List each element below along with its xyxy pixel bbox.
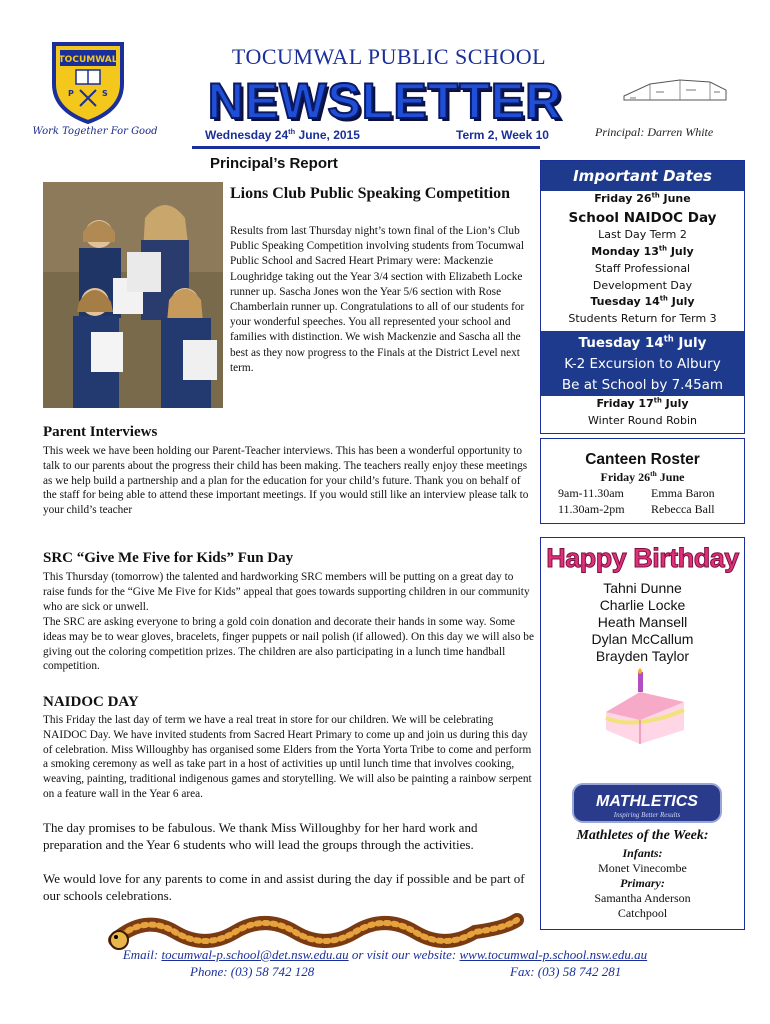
mathletes-primary-name-1: Samantha Anderson bbox=[594, 891, 691, 905]
mathletics-tagline: Inspiring Better Results bbox=[613, 811, 681, 819]
term-week: Term 2, Week 10 bbox=[456, 128, 549, 142]
src-body-1: This Thursday (tomorrow) the talented and hardworking SRC members will be putting on a great day to raise funds for the “Give Me Five for Kids” appeal that goes towards supporting children in our community who are sick or unwell. bbox=[43, 571, 530, 613]
school-name: TOCUMWAL PUBLIC SCHOOL bbox=[231, 44, 547, 69]
newsletter-masthead: NEWSLETTER bbox=[207, 73, 563, 129]
canteen-time-1: 9am-11.30am bbox=[558, 486, 624, 500]
event-1-detail: Last Day Term 2 bbox=[598, 228, 687, 241]
lions-club-title: Lions Club Public Speaking Competition bbox=[230, 185, 511, 202]
date-4-day: Tuesday 14 bbox=[578, 335, 664, 351]
school-building-sketch bbox=[620, 66, 730, 106]
school-motto: Work Together For Good bbox=[32, 126, 158, 137]
date-5-month: July bbox=[661, 397, 689, 410]
naidoc-body-3: We would love for any parents to come in and assist during the day if possible and be part of our schools celebrations. bbox=[43, 871, 525, 903]
event-2-line-1: Staff Professional bbox=[594, 262, 691, 275]
birthday-cake-icon bbox=[600, 668, 690, 748]
date-4-sup: th bbox=[663, 333, 674, 344]
date-1-month: June bbox=[659, 192, 691, 205]
mathletics-logo-text: MATHLETICS bbox=[596, 793, 698, 810]
footer-email-label: Email: bbox=[122, 947, 162, 962]
date-1-sup: th bbox=[651, 191, 660, 200]
date-3-day: Tuesday 14 bbox=[590, 295, 660, 308]
mathletes-infants-name: Monet Vinecombe bbox=[598, 861, 687, 875]
school-crest-logo bbox=[50, 40, 126, 124]
date-2 bbox=[540, 245, 745, 258]
date-5-sup: th bbox=[653, 396, 662, 405]
birthday-name-2: Charlie Locke bbox=[599, 597, 686, 613]
important-dates-heading: Important Dates bbox=[541, 161, 744, 191]
issue-date-sup: th bbox=[288, 127, 296, 136]
issue-date-day: Wednesday 24 bbox=[205, 128, 289, 142]
header-divider bbox=[192, 146, 540, 149]
date-1 bbox=[540, 192, 745, 205]
crest-text: TOCUMWAL bbox=[58, 55, 118, 65]
date-2-day: Monday 13 bbox=[591, 245, 659, 258]
canteen-name-2: Rebecca Ball bbox=[651, 502, 715, 516]
src-body-2: The SRC are asking everyone to bring a gold coin donation and decorate their hands in some way. Some ideas may be to wear gloves, bracelets, finger puppets or nail polish (if allowed). On this day we will also be giving out the coloring competition prizes. The children are also participating in a lunch time handball competition. bbox=[43, 616, 534, 673]
issue-date bbox=[205, 128, 360, 142]
date-3-month: July bbox=[667, 295, 695, 308]
event-4-line-1: K-2 Excursion to Albury bbox=[564, 356, 721, 372]
mathletes-heading: Mathletes of the Week: bbox=[576, 828, 709, 843]
mathletes-primary-label: Primary: bbox=[620, 876, 665, 890]
footer-email-link[interactable]: tocumwal-p.school@det.nsw.edu.au bbox=[161, 947, 349, 962]
src-heading: SRC “Give Me Five for Kids” Fun Day bbox=[43, 550, 294, 566]
date-1-day: Friday 26 bbox=[594, 192, 652, 205]
birthday-name-3: Heath Mansell bbox=[597, 614, 688, 630]
principals-report-heading: Principal’s Report bbox=[210, 155, 338, 172]
mathletes-infants-label: Infants: bbox=[622, 846, 663, 860]
students-photo bbox=[43, 182, 223, 408]
date-2-month: July bbox=[667, 245, 694, 258]
date-5-day: Friday 17 bbox=[596, 397, 654, 410]
canteen-name-1: Emma Baron bbox=[651, 486, 715, 500]
date-2-sup: th bbox=[658, 244, 667, 253]
event-4-line-2: Be at School by 7.45am bbox=[561, 377, 724, 393]
rainbow-serpent-image bbox=[105, 910, 525, 952]
canteen-time-2: 11.30am-2pm bbox=[558, 502, 625, 516]
footer-contact-line bbox=[0, 947, 770, 963]
naidoc-heading: NAIDOC DAY bbox=[43, 694, 139, 710]
naidoc-body-2: The day promises to be fabulous. We thank Miss Willoughby for her hard work and preparation and the Year 6 students who will lead the groups through the activities. bbox=[43, 820, 478, 852]
date-5 bbox=[540, 397, 745, 410]
event-3: Students Return for Term 3 bbox=[568, 312, 717, 325]
birthday-name-1: Tahni Dunne bbox=[603, 580, 682, 596]
canteen-roster-heading: Canteen Roster bbox=[585, 451, 700, 468]
canteen-date-day: Friday 26 bbox=[600, 470, 651, 484]
event-5: Winter Round Robin bbox=[588, 414, 697, 427]
canteen-date-month: June bbox=[656, 470, 685, 484]
parent-interviews-body: This week we have been holding our Parent-Teacher interviews. This has been a wonderful opportunity to talk to our parents about the progress their child has been making. The teachers really enjoy these meetings as we help build a partnership and a plan for the education for your child’s future. Thank you on behalf of the staff for being able to attend these important meetings. If you would still like an interview please talk to your child’s teacher bbox=[43, 445, 529, 517]
lions-club-body: Results from last Thursday night’s town final of the Lion’s Club Public Speaking Competition involving students from Tocumwal Public School and Sacred Heart Primary were: Mackenzie Loughridge taking out the Year 3/4 section with Elizabeth Locke runner up. Sascha Jones won the Year 5/6 section with Rose Chamberlain runner up. Congratulations to all of our students for your wonderful speeches. You all represented your school and families with distinction. We wish Mackenzie and Sascha all the best as they now progress to the Finals at the District Level next term. bbox=[230, 225, 525, 374]
happy-birthday-heading: Happy Birthday bbox=[546, 543, 739, 573]
canteen-date-sup: th bbox=[650, 469, 657, 478]
date-3 bbox=[540, 295, 745, 308]
naidoc-body-1: This Friday the last day of term we have a real treat in store for our children. We will be celebrating NAIDOC Day. We have invited students from Sacred Heart Primary to come up and join us during this day of celebration. Miss Willoughby has organised some Elders from the Yorta Yorta Tribe to come and perform a smoking ceremony as well as take part in a host of activities up until lunch time that involves cooking, weaving, painting, traditional indigenous games and storytelling. We will also be painting a rainbow serpent on a feature wall in the Year 6 area. bbox=[43, 714, 532, 800]
date-4 bbox=[540, 335, 745, 351]
parent-interviews-heading: Parent Interviews bbox=[43, 424, 158, 440]
event-2-line-2: Development Day bbox=[592, 279, 693, 292]
birthday-name-4: Dylan McCallum bbox=[591, 631, 694, 647]
issue-date-rest: June, 2015 bbox=[295, 128, 360, 142]
date-3-sup: th bbox=[659, 294, 668, 303]
mathletics-logo bbox=[572, 783, 722, 823]
footer-phone: Phone: (03) 58 742 128 bbox=[190, 964, 315, 979]
principal-name: Principal: Darren White bbox=[595, 125, 714, 139]
crest-letter-s: S bbox=[102, 89, 108, 98]
footer-website-link[interactable]: www.tocumwal-p.school.nsw.edu.au bbox=[459, 947, 648, 962]
footer-fax: Fax: (03) 58 742 281 bbox=[510, 964, 622, 979]
birthday-name-5: Brayden Taylor bbox=[595, 648, 690, 664]
mathletes-primary-name-2: Catchpool bbox=[617, 906, 668, 920]
canteen-date bbox=[540, 470, 745, 485]
event-1-title: School NAIDOC Day bbox=[568, 210, 717, 226]
crest-letter-p: P bbox=[68, 89, 74, 98]
date-4-month: July bbox=[673, 335, 707, 351]
footer-website-label: or visit our website: bbox=[348, 947, 460, 962]
